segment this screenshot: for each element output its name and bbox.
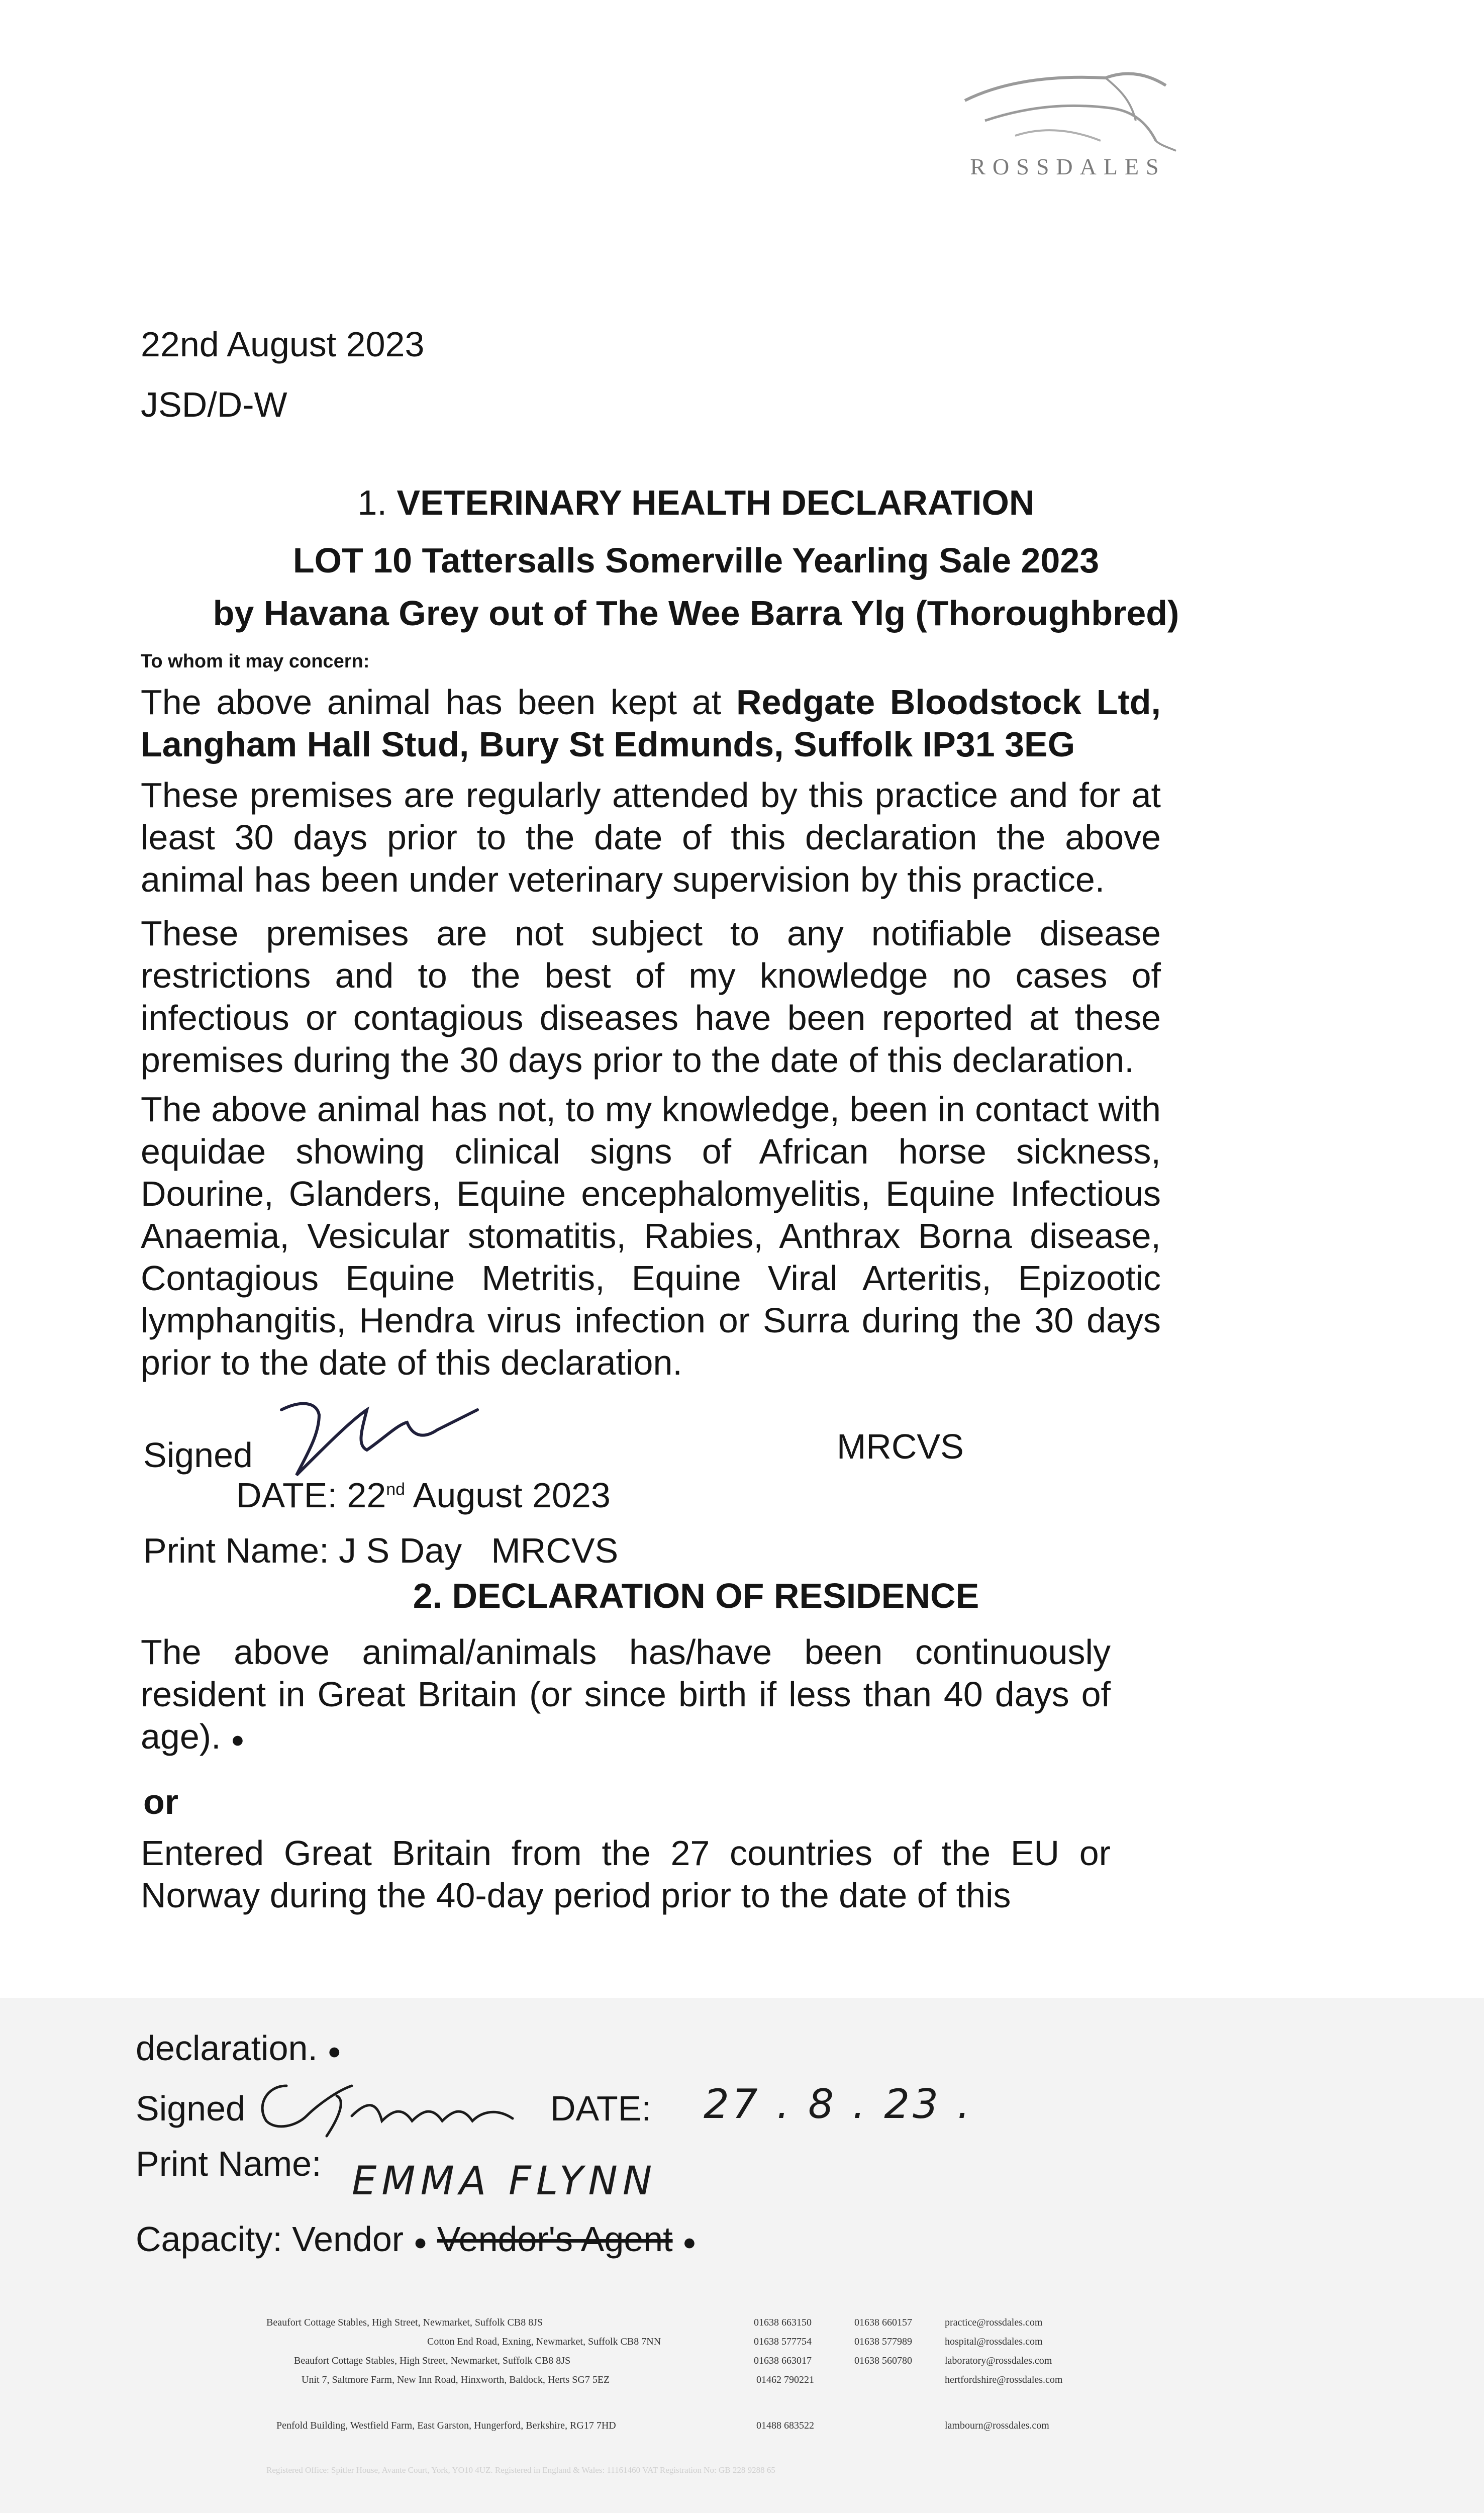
footer-email-5: lambourn@rossdales.com <box>945 2420 1049 2431</box>
premises-address: Redgate Bloodstock Ltd, Langham Hall Stud, Bury St Edmunds, Suffolk IP31 3EG <box>141 683 1161 764</box>
vendor-print-name-label: Print Name: <box>136 2144 322 2183</box>
footer-phone-3: 01638 663017 <box>754 2355 812 2366</box>
footer-fax-3: 01638 560780 <box>854 2355 912 2366</box>
residence-paragraph <box>141 1631 1111 1761</box>
footer-fax-1: 01638 660157 <box>854 2317 912 2328</box>
footer-email-1: practice@rossdales.com <box>945 2317 1043 2328</box>
vendor-signed-label: Signed <box>136 2089 245 2128</box>
section1-title-text: VETERINARY HEALTH DECLARATION <box>397 483 1035 522</box>
section1-number: 1. <box>357 483 387 522</box>
salutation: To whom it may concern: <box>141 651 370 672</box>
footer-email-2: hospital@rossdales.com <box>945 2336 1043 2347</box>
supervision-paragraph: These premises are regularly attended by this practice and for at least 30 days prior to the date of this declaration the above animal has been under veterinary supervision by this practice. <box>141 776 1161 899</box>
vet-signed-label: Signed <box>143 1435 253 1475</box>
lot-line: LOT 10 Tattersalls Somerville Yearling Sale 2023 <box>292 541 1100 580</box>
footer-address-1: Beaufort Cottage Stables, High Street, Newmarket, Suffolk CB8 8JS <box>266 2317 543 2328</box>
breeding-line: by Havana Grey out of The Wee Barra Ylg (Thoroughbred) <box>213 594 1179 633</box>
vet-date <box>236 1475 611 1515</box>
declaration-continuation <box>136 2028 341 2068</box>
kept-at-paragraph <box>141 681 1161 765</box>
entered-paragraph: Entered Great Britain from the 27 countries of the EU or Norway during the 40-day period prior to the date of this <box>141 1833 1111 1915</box>
vendor-print-name-value: EMMA FLYNN <box>352 2159 657 2204</box>
section1-title <box>101 482 1292 523</box>
or-label: or <box>143 1782 178 1821</box>
capacity-line <box>136 2219 697 2259</box>
footer-phone-2: 01638 577754 <box>754 2336 812 2347</box>
footer-address-2: Cotton End Road, Exning, Newmarket, Suffolk CB8 7NN <box>427 2336 661 2347</box>
footer-email-4: hertfordshire@rossdales.com <box>945 2374 1063 2385</box>
vet-date-suffix: nd <box>386 1480 406 1499</box>
bullet-icon: ● <box>327 2038 342 2064</box>
logo-text: ROSSDALES <box>970 154 1166 179</box>
footer-fax-2: 01638 577989 <box>854 2336 912 2347</box>
footer-phone-4: 01462 790221 <box>756 2374 814 2385</box>
vendor-signature <box>251 2071 523 2141</box>
bullet-icon: ● <box>682 2229 697 2255</box>
vendor-date-value: 27 . 8 . 23 . <box>704 2081 973 2128</box>
vet-signature <box>271 1395 482 1485</box>
declaration-word: declaration. <box>136 2028 318 2068</box>
footer-email-3: laboratory@rossdales.com <box>945 2355 1052 2366</box>
footer-address-3: Beaufort Cottage Stables, High Street, Newmarket, Suffolk CB8 8JS <box>294 2355 571 2366</box>
footer-registered: Registered Office: Spitler House, Avante Court, York, YO10 4UZ. Registered in England & Wales: 11161460 VAT Registration No: GB 228 9288 65 <box>266 2465 775 2475</box>
bullet-icon: ● <box>413 2229 428 2255</box>
vendor-date-label: DATE: <box>550 2089 651 2128</box>
vet-qualification: MRCVS <box>837 1427 964 1466</box>
section2-title: 2. DECLARATION OF RESIDENCE <box>413 1576 979 1615</box>
kept-at-text: The above animal has been kept at <box>141 683 722 722</box>
footer-address-4: Unit 7, Saltmore Farm, New Inn Road, Hinxworth, Baldock, Herts SG7 5EZ <box>302 2374 610 2385</box>
vet-date-label: DATE: 22 <box>236 1476 386 1515</box>
vet-print-name: Print Name: J S Day MRCVS <box>143 1531 619 1570</box>
contact-paragraph: The above animal has not, to my knowledge, been in contact with equidae showing clinical signs of African horse sickness, Dourine, Glanders, Equine encephalomyelitis, Equine Infectious Anaemia, Vesicular stomatitis, Rabies, Anthrax Borna disease, Contagious Equine Metritis, Equine Viral Arteritis, Epizootic lymphangitis, Hendra virus infection or Surra during the 30 days prior to the date of this declaration. <box>141 1090 1161 1382</box>
vet-date-rest: August 2023 <box>405 1476 611 1515</box>
capacity-label: Capacity: Vendor <box>136 2219 404 2259</box>
footer-address-5: Penfold Building, Westfield Farm, East Garston, Hungerford, Berkshire, RG17 7HD <box>276 2420 616 2431</box>
footer-phone-5: 01488 683522 <box>756 2420 814 2431</box>
capacity-struck-option: Vendor's Agent <box>437 2219 673 2259</box>
residence-text: The above animal/animals has/have been continuously resident in Great Britain (or since birth if less than 40 days of age). <box>141 1632 1111 1756</box>
bullet-icon: ● <box>231 1726 245 1753</box>
restrictions-paragraph: These premises are not subject to any notifiable disease restrictions and to the best of my knowledge no cases of infectious or contagious diseases have been reported at these premises during the 30 days prior to the date of this declaration. <box>141 914 1161 1080</box>
reference-code: JSD/D-W <box>141 385 287 424</box>
letter-date: 22nd August 2023 <box>141 325 425 364</box>
footer-phone-1: 01638 663150 <box>754 2317 812 2328</box>
